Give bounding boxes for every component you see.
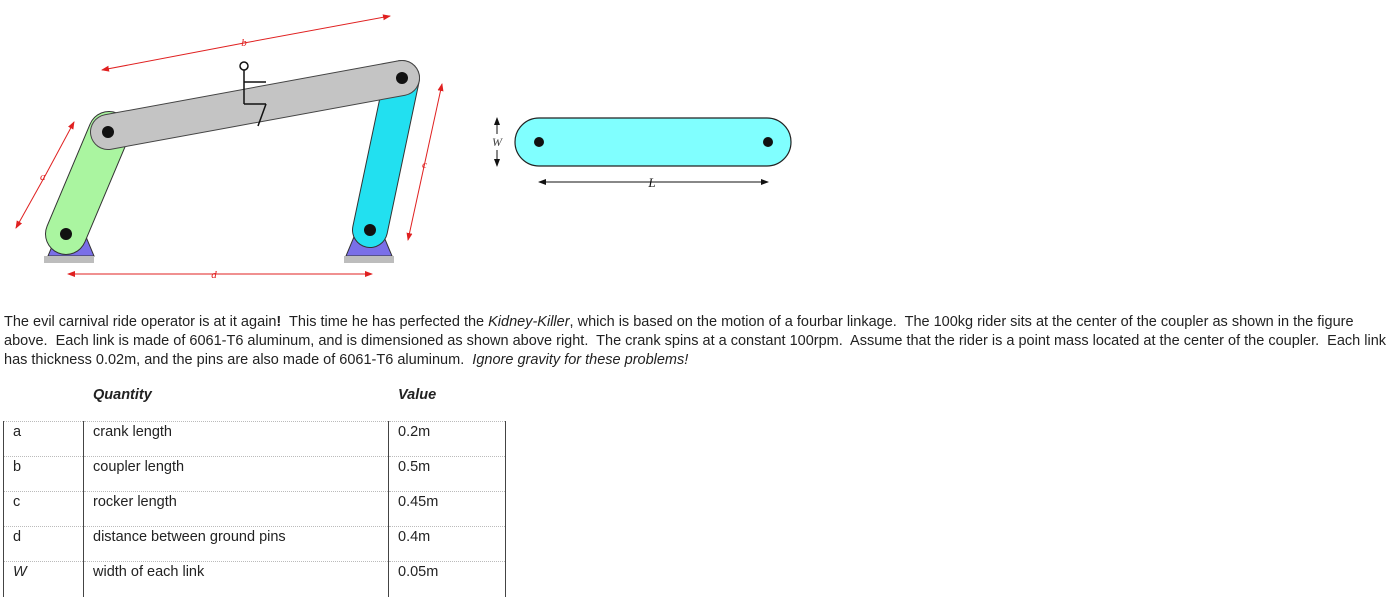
row-value: 0.05m <box>389 562 506 597</box>
fourbar-linkage-figure <box>4 4 468 294</box>
row-quantity: width of each link <box>84 562 389 597</box>
table-row <box>4 527 506 562</box>
row-value: 0.4m <box>389 527 506 562</box>
pin-coupler-rocker <box>396 72 408 84</box>
dimension-l-label: L <box>648 175 656 190</box>
statement-part-3: , which is based on the motion of a fourbar linkage. The 100kg rider sits at the center of the coupler as shown in the figure above. Each link is made of 6061-T6 aluminum, and is dimensioned as shown above right. The crank spins at a constant 100rpm. Assume that the rider is a point mass located at the center of the coupler. Each link has thickness 0.02m, and the pins are also made of 6061-T6 aluminum. <box>4 314 1391 368</box>
row-quantity: crank length <box>84 422 389 457</box>
link-pin-right <box>763 137 773 147</box>
statement-part-2: This time he has perfected the <box>281 314 489 330</box>
parameters-table <box>3 421 506 597</box>
table-row <box>4 562 506 597</box>
pin-crank-ground <box>60 228 72 240</box>
statement-exclamation: ! <box>276 314 282 330</box>
row-symbol: d <box>4 527 84 562</box>
header-value: Value <box>398 387 437 403</box>
table-row <box>4 457 506 492</box>
header-quantity: Quantity <box>93 387 152 403</box>
table-row <box>4 422 506 457</box>
row-value: 0.2m <box>389 422 506 457</box>
row-value: 0.5m <box>389 457 506 492</box>
dimension-w-label: W <box>492 135 502 149</box>
dimension-c-label: c <box>422 159 427 171</box>
dimension-d-label: d <box>211 269 217 281</box>
pin-crank-coupler <box>102 126 114 138</box>
row-symbol: b <box>4 457 84 492</box>
link-dimension-figure <box>482 102 815 195</box>
dimension-a-label: a <box>40 171 46 183</box>
ride-name: Kidney-Killer <box>488 314 570 330</box>
row-symbol: c <box>4 492 84 527</box>
link-pin-left <box>534 137 544 147</box>
row-value: 0.45m <box>389 492 506 527</box>
pin-rocker-ground <box>364 224 376 236</box>
row-quantity: rocker length <box>84 492 389 527</box>
row-quantity: distance between ground pins <box>84 527 389 562</box>
problem-statement <box>4 313 1389 370</box>
dimension-b-label: b <box>241 37 247 49</box>
row-symbol: W <box>4 562 84 597</box>
row-quantity: coupler length <box>84 457 389 492</box>
statement-note: Ignore gravity for these problems! <box>472 352 689 368</box>
row-symbol: a <box>4 422 84 457</box>
statement-part-1: The evil carnival ride operator is at it again <box>4 314 277 330</box>
table-row <box>4 492 506 527</box>
link-body <box>515 118 791 166</box>
parameters-table-body <box>4 422 506 597</box>
